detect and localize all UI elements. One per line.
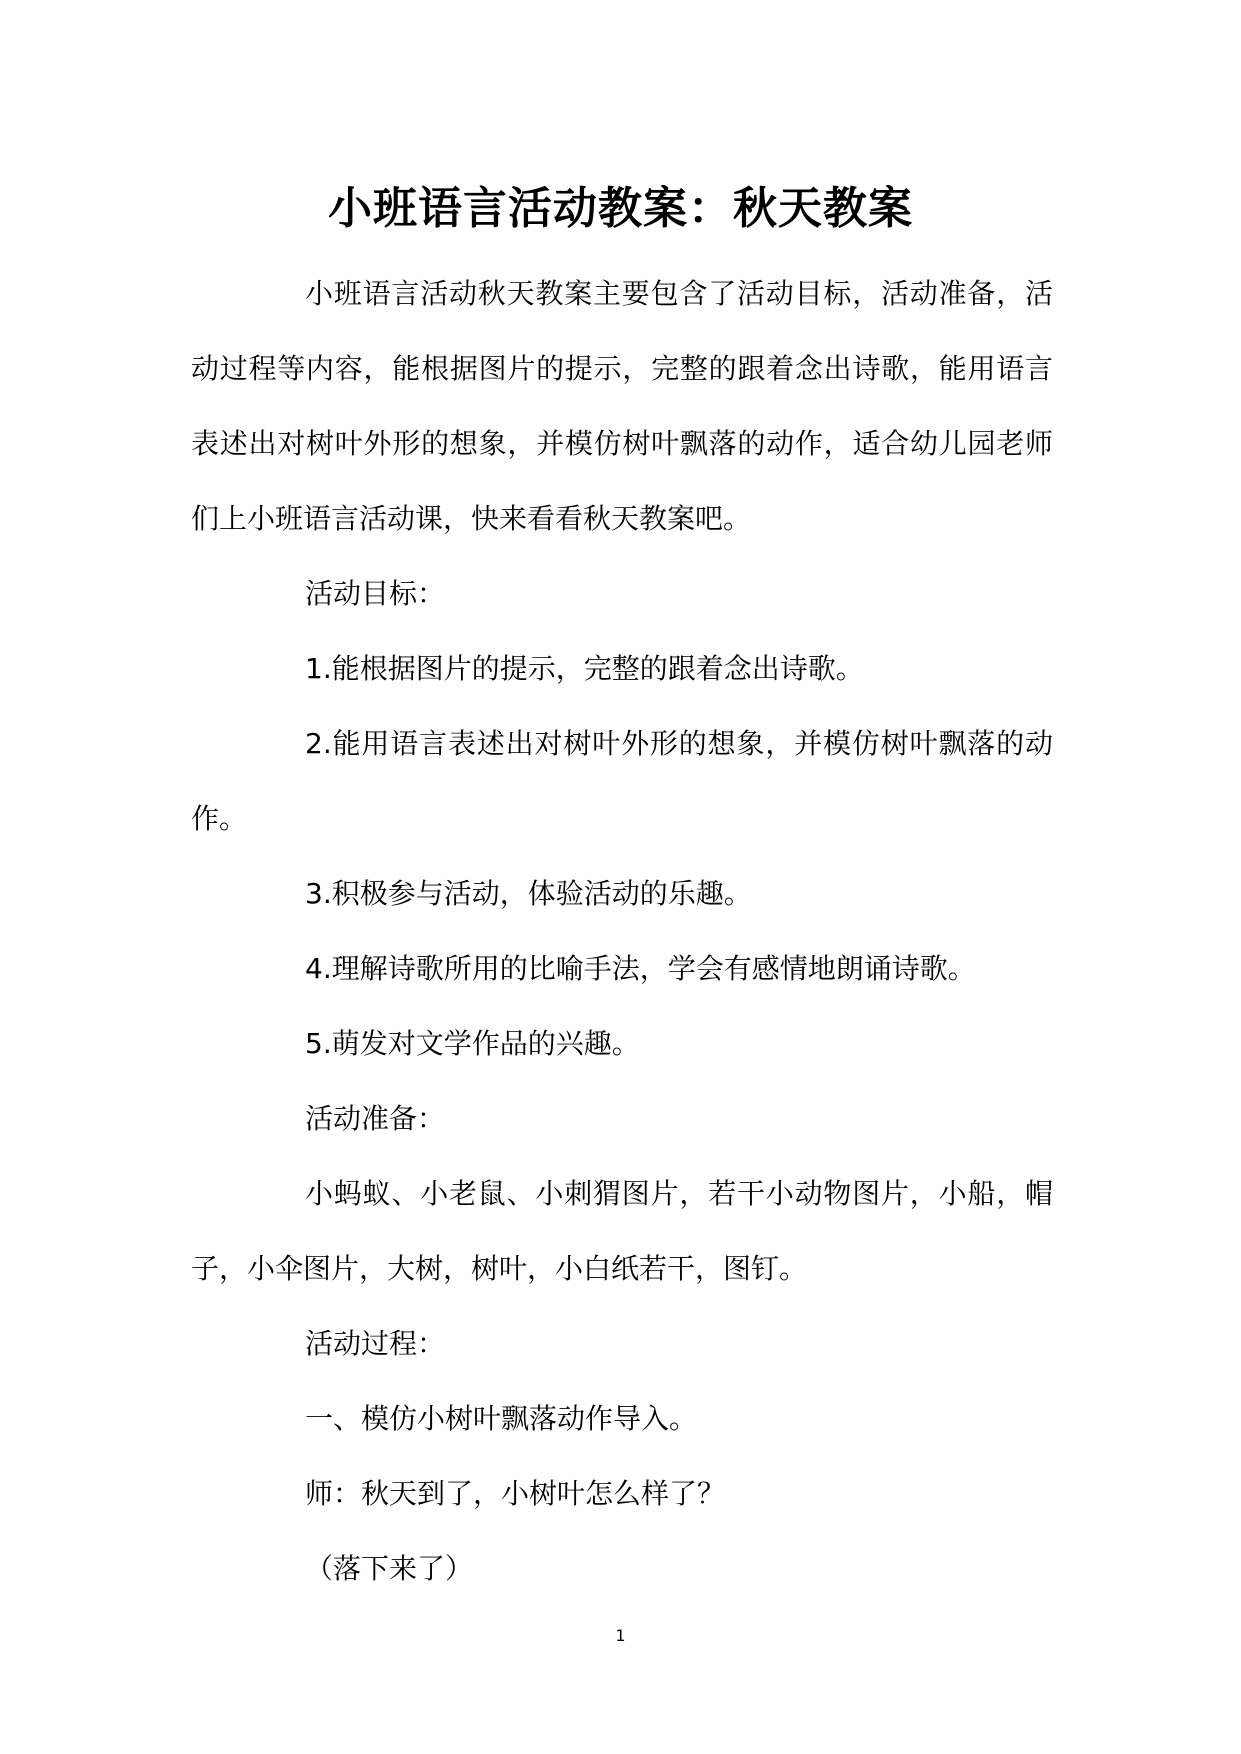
- page-title: 小班语言活动教案：秋天教案: [328, 183, 913, 235]
- section-heading-goals: 活动目标：: [305, 577, 446, 610]
- teacher-dialogue: 师：秋天到了，小树叶怎么样了？: [305, 1477, 726, 1510]
- document-body: [191, 256, 1053, 1606]
- goal-item-2: 2.能用语言表述出对树叶外形的想象，并模仿树叶飘落的动作。: [191, 727, 1053, 835]
- goal-item-3: 3.积极参与活动，体验活动的乐趣。: [305, 877, 752, 910]
- preparation-paragraph: 小蚂蚁、小老鼠、小刺猬图片，若干小动物图片，小船，帽子，小伞图片，大树，树叶，小白纸若干，图钉。: [191, 1177, 1053, 1285]
- goal-item-5: 5.萌发对文学作品的兴趣。: [305, 1027, 640, 1060]
- section-heading-preparation: 活动准备：: [305, 1102, 446, 1135]
- goal-item-1: 1.能根据图片的提示，完整的跟着念出诗歌。: [305, 652, 864, 685]
- intro-paragraph: 小班语言活动秋天教案主要包含了活动目标，活动准备，活动过程等内容，能根据图片的提示，完整的跟着念出诗歌，能用语言表述出对树叶外形的想象，并模仿树叶飘落的动作，适合幼儿园老师们上小班语言活动课，快来看看秋天教案吧。: [191, 277, 1053, 535]
- section-heading-process: 活动过程：: [305, 1327, 446, 1360]
- process-step-1: 一、模仿小树叶飘落动作导入。: [305, 1402, 698, 1435]
- response-note: （落下来了）: [305, 1552, 474, 1585]
- page-number: 1: [615, 1626, 626, 1645]
- goal-item-4: 4.理解诗歌所用的比喻手法，学会有感情地朗诵诗歌。: [305, 952, 976, 985]
